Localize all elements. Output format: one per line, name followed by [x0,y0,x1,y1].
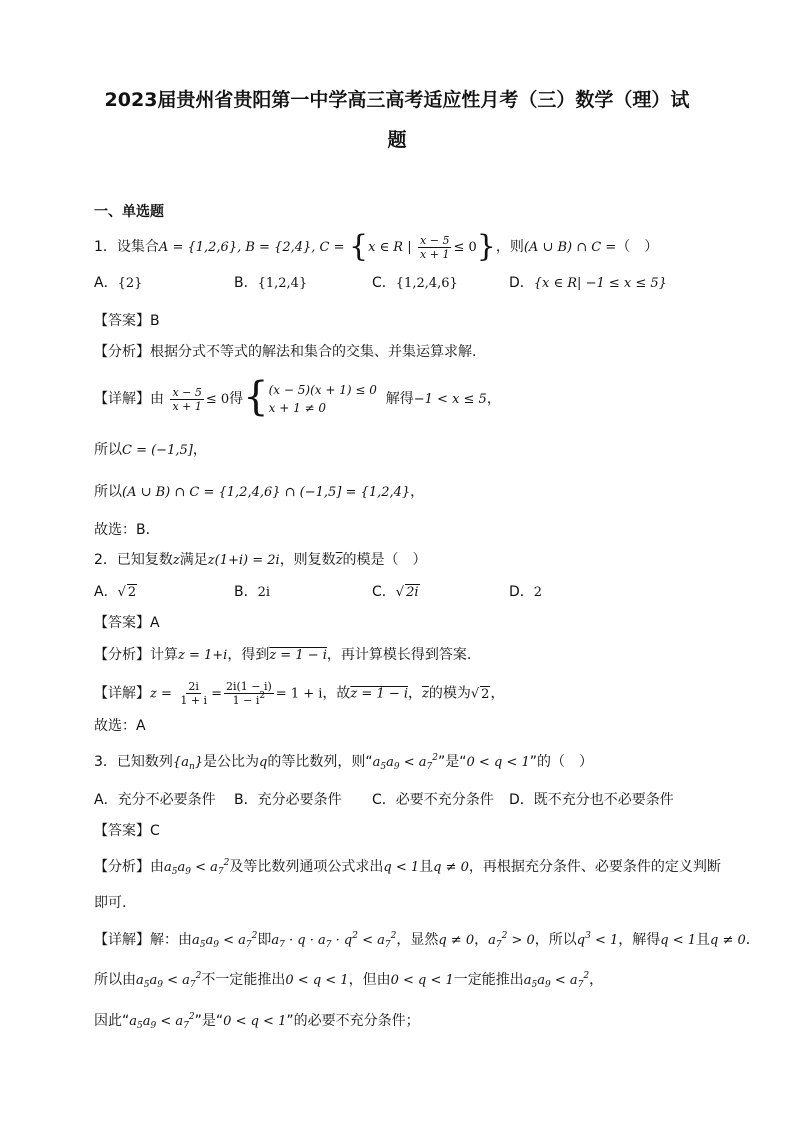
q3-option-b-label: B． [234,792,258,808]
q3-line2-a: 所以由 [94,972,136,988]
q3-line2-g: ， [589,972,604,988]
q2-answer: 【答案】A [94,615,160,631]
q1-detail-frac-den: x + 1 [172,399,202,413]
q3-line2-b: 不一定能推出 [201,972,286,988]
q1-option-c-label: C． [372,275,396,291]
q2-analysis-a: 【分析】计算 [94,647,178,663]
q1-option-d-value: {x ∈ R| −1 ≤ x ≤ 5} [533,276,667,291]
q1-detail-mid: 得 [229,391,244,407]
q2-detail-c: ， [408,685,423,702]
q3-cond-text: a [372,755,381,770]
document-title-line1: 2023届贵州省贵阳第一中学高三高考适应性月考（三）数学（理）试 [104,89,690,111]
q1-brace-right: } [476,229,496,264]
question-3 [94,752,593,773]
q3-analysis-d: 且 [419,859,434,875]
q2-detail-eq: = 1 + i [275,686,323,702]
q2-tail2: 的模是（ ） [342,552,427,568]
q1-line-c [94,440,207,461]
q3-line3-d: ”的必要不充分条件； [286,1013,420,1029]
q3-mid3: ”是“ [438,754,467,770]
q3-line2-ineq1: $a_5a_9 < a_7^2$ [136,971,202,990]
q3-analysis-cont: 即可. [94,895,127,911]
q1-system-row1: (x − 5)(x + 1) ≤ 0 [268,383,377,397]
q3-answer: 【答案】C [94,823,160,839]
q3-an-sub: n [188,762,195,772]
q1-option-b-label: B． [234,275,258,291]
q2-option-a-value: 2 [127,585,137,600]
q1-detail-fraction [170,386,203,413]
q1-tail-math: (A ∪ B) ∩ C = [523,240,617,255]
q3-an [173,755,203,770]
q3-mid: 是公比为 [203,754,260,770]
q1-lead: 1．设集合 [94,239,159,255]
q1-option-a-value: {2} [117,276,143,291]
q3-option-c-value: 必要不充分条件 [395,792,494,808]
q2-detail-a: ，故 [322,685,351,702]
q3-detail-j: q < 1 [660,933,697,948]
q3-option-a-value: 充分不必要条件 [117,792,216,808]
q3-analysis-c: q < 1 [383,860,420,875]
q2-eq: z(1+i) = 2i [207,553,280,568]
q2-detail-f: 2 [481,686,490,702]
q1-line-c-text: 所以 [94,442,122,458]
q3-option-a[interactable] [94,790,216,810]
q3-option-a-label: A． [94,792,118,808]
q3-line2-f: 一定能推出 [453,972,524,988]
q3-line3-b: ”是“ [194,1013,224,1029]
q1-option-a-label: A． [94,275,118,291]
q3-analysis-f: ，再根据充分条件、必要条件的定义判断 [468,859,721,875]
q3-analysis-ineq: $a_5a_9 < a_7^2$ [164,858,230,877]
q3-option-c-label: C． [372,792,396,808]
q3-detail-c: ，显然 [396,932,439,948]
q1-system-brace: { [243,374,269,420]
q2-option-b-value: 2i [257,585,271,600]
q3-detail-a7sq: $a_7^2 > 0$ [488,931,535,950]
q1-option-c-value: {1,2,4,6} [395,276,458,291]
q3-detail-ineq2: $a_7 \cdot q \cdot a_7 \cdot q^2 < a_7^2$ [271,931,397,950]
q2-option-c-value: 2i [406,585,419,600]
q1-choose: 故选：B． [94,522,160,538]
q3-detail-m: ． [745,932,760,948]
q2-detail-g: ， [490,685,505,702]
q3-analysis-b: 及等比数列通项公式求出 [229,859,384,875]
q3-detail-i: ，解得 [618,932,661,948]
q3-q: q [259,755,268,770]
q3-option-d-value: 既不充分也不必要条件 [533,792,674,808]
q3-option-d[interactable] [509,790,674,810]
q2-frac2 [224,680,274,707]
q1-option-b[interactable] [234,273,307,294]
q3-an-close: } [194,755,204,770]
q1-option-a[interactable] [94,273,142,294]
q3-detail-f: > 0 [511,933,535,948]
q2-mid: 满足 [179,552,208,568]
q2-option-c[interactable]: C．√ 2i [372,584,419,600]
q1-system-row2: x + 1 ≠ 0 [268,401,327,415]
q2-analysis-e: ，再计算模长得到答案. [326,647,472,663]
q2-detail-e: 的模为 [428,685,471,702]
q1-line-union [94,482,424,503]
q2-option-d[interactable] [509,582,542,603]
q1-frac-den: x + 1 [420,247,450,261]
q2-lead: 2．已知复数 [94,552,173,568]
section-heading: 一、单选题 [94,204,164,220]
q3-detail-a: 【详解】解：由 [94,932,192,948]
q1-analysis: 【分析】根据分式不等式的解法和集合的交集、并集运算求解. [94,344,477,360]
q2-frac2-den-text: 1 − i [232,694,260,707]
q2-option-b-label: B． [234,584,258,600]
q2-frac1-num: 2i [188,680,199,693]
q2-analysis-d: z = 1 − i [269,648,327,663]
q1-brace-left: { [348,229,369,264]
q1-answer: 【答案】B [94,313,160,329]
q3-line3-ineq: $a_5a_9 < a_7^2$ [129,1012,195,1031]
q3-option-b-value: 充分必要条件 [257,792,342,808]
q3-analysis [94,857,721,878]
q1-system [269,381,377,417]
q2-detail-z: z = [150,686,172,702]
q2-option-b[interactable] [234,582,270,603]
q2-analysis-c: ，得到 [227,647,270,663]
q1-line-union-math: (A ∪ B) ∩ C = {1,2,4,6} ∩ (−1,5] = {1,2,4} [122,485,411,500]
q3-detail-k: 且 [696,932,711,948]
q3-option-b[interactable] [234,790,342,810]
q1-detail-mid-math: ≤ 0 [205,392,230,407]
q3-tail: ”的（ ） [529,754,593,770]
q3-detail-e: ， [474,932,489,948]
q3-analysis-e: q ≠ 0 [433,860,469,875]
q1-detail-solve: 解得 [385,391,414,407]
q2-z: z [172,553,180,568]
q3-analysis-a: 【分析】由 [94,859,164,875]
q3-line2-c: 0 < q < 1 [285,973,349,988]
q1-detail [94,374,501,420]
q1-line-union-text: 所以 [94,484,122,500]
q1-option-d-label: D． [509,275,534,291]
question-1 [94,229,659,264]
q1-frac-num: x − 5 [420,233,450,247]
q3-line3-c: 0 < q < 1 [223,1014,287,1029]
q3-mid2: 的等比数列，则“ [267,754,373,770]
q1-detail-comma: ， [486,391,501,407]
q2-detail-d: $\overline{z}$ [422,686,429,702]
q1-option-d[interactable] [509,273,667,294]
q1-set-c-left: x ∈ R | [368,240,412,255]
q3-detail-h: < 1 [594,933,619,948]
q1-set-c-right: ≤ 0 [453,240,477,255]
q2-frac1-den: 1 + i [180,694,208,707]
q1-line-union-tail: ， [410,484,425,500]
q2-option-d-value: 2 [533,585,543,600]
q1-detail-solve-math: −1 < x ≤ 5 [413,392,487,407]
q1-paren: （ ） [616,239,659,255]
q2-analysis [94,645,471,666]
q2-tail: ，则复数 [279,552,336,568]
q1-line-c-math: C = (−1,5] [122,443,193,458]
q2-option-a-label: A． [94,584,118,600]
q2-detail: 【详解】z = $\frac{2i}{1 + i}$ = $\frac{2i(1 - i)}{1 - i^2}$ = 1 + i，故z = 1 − i，$\overline{z}$的模为√ 2， [94,680,505,707]
q3-line2 [94,970,603,991]
q2-zbar: $\overline{z}$ [335,553,343,568]
q1-line-c-tail: ， [192,442,207,458]
q2-option-a[interactable]: A．√ 2 [94,584,137,600]
q2-option-d-label: D． [509,584,534,600]
q3-an-text: {a [172,755,189,770]
q2-choose: 故选：A [94,718,146,734]
q1-option-c[interactable] [372,273,458,294]
q2-detail-b: z = 1 − i [350,686,409,702]
q2-option-c-label: C． [372,584,396,600]
q3-lead: 3．已知数列 [94,754,173,770]
q2-analysis-b: z = 1+i [178,648,228,663]
q3-line2-d: ，但由 [348,972,391,988]
q3-detail-l: q ≠ 0 [710,933,746,948]
q3-option-d-label: D． [509,792,534,808]
q1-tail-text: ，则 [495,239,524,255]
q1-option-b-value: {1,2,4} [257,276,308,291]
q1-detail-label: 【详解】由 [94,391,164,407]
q2-frac2-den: $1 - i^2$ [232,691,266,707]
q1-fraction [418,234,451,261]
q3-detail-ineq1: $a_5a_9 < a_7^2$ [192,931,258,950]
q3-option-c[interactable] [372,790,494,810]
q3-line3-a: 因此“ [94,1013,130,1029]
q3-cond: $a_5a_9 < a_7^2$ [372,753,439,772]
q2-frac2-num: 2i(1 − i) [225,680,272,693]
q3-detail-d: q ≠ 0 [438,933,475,948]
q1-sets: A = {1,2,6}, B = {2,4}, C = [158,240,345,255]
q1-detail-frac-num: x − 5 [172,385,202,399]
q3-line3 [94,1011,420,1032]
q3-detail [94,930,760,951]
q3-line2-e: 0 < q < 1 [390,973,454,988]
q2-frac1 [178,680,209,707]
q3-detail-q3: $q^3 < 1$ [576,931,619,948]
q3-cond2: 0 < q < 1 [466,755,530,770]
question-2 [94,550,427,571]
q3-line2-ineq2: $a_5a_9 < a_7^2$ [523,971,590,990]
document-title-line2: 题 [387,129,407,151]
q2-detail-label: 【详解】 [94,685,150,702]
q3-detail-g: ，所以 [534,932,577,948]
q3-detail-b: 即 [257,932,272,948]
